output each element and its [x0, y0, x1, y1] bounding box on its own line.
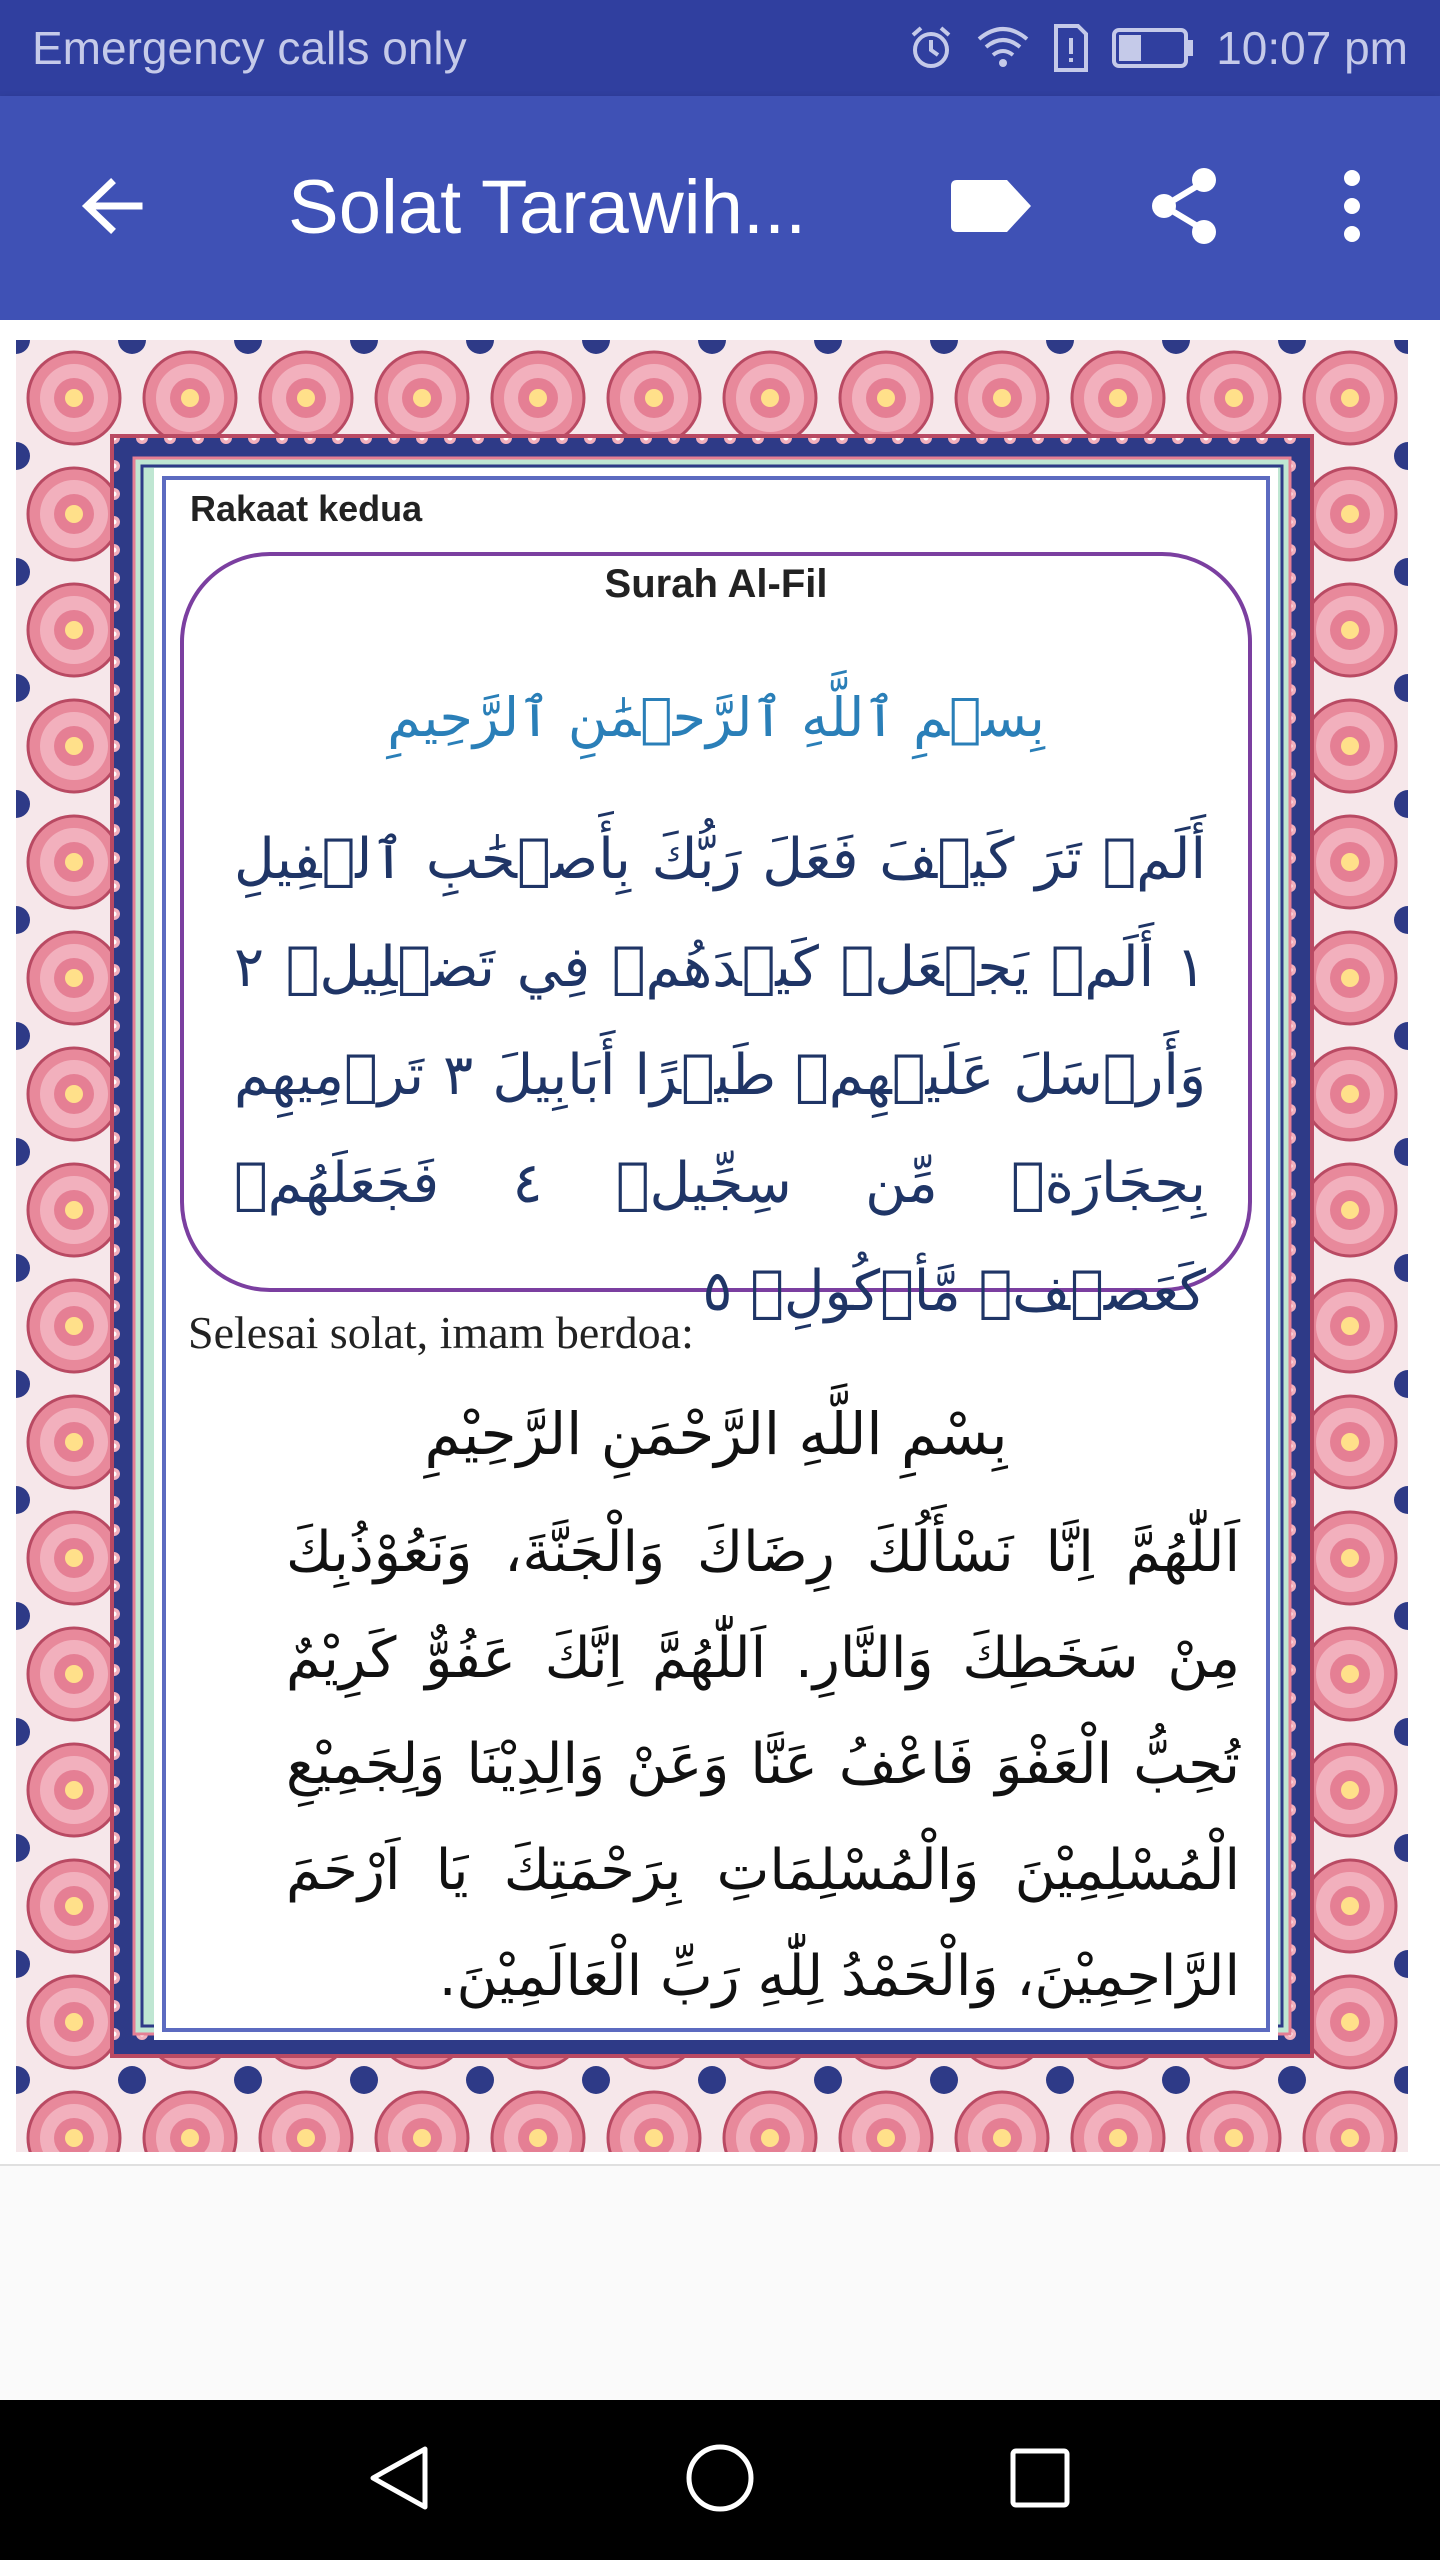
nav-back-button[interactable] [300, 2400, 500, 2560]
battery-icon [1112, 28, 1194, 68]
nav-home-icon [684, 2442, 756, 2518]
more-options-button[interactable] [1272, 96, 1432, 320]
arrow-back-icon [77, 171, 147, 245]
app-bar [0, 96, 1440, 320]
surah-box [180, 552, 1252, 1324]
rakaat-label: Rakaat kedua [190, 488, 423, 529]
carrier-text: Emergency calls only [32, 22, 467, 74]
nav-back-icon [365, 2443, 435, 2517]
sim-alert-icon [1052, 24, 1090, 72]
wifi-icon [976, 25, 1030, 71]
more-vert-icon [1340, 168, 1364, 248]
status-icons [908, 21, 1408, 75]
app-title: Solat Tarawih... [288, 165, 807, 250]
back-button[interactable] [32, 96, 192, 320]
nav-recents-icon [1009, 2447, 1071, 2513]
page-image-area[interactable] [0, 320, 1440, 2166]
alarm-icon [908, 25, 954, 71]
status-bar [0, 0, 1440, 96]
label-icon [949, 176, 1035, 240]
share-button[interactable] [1104, 96, 1264, 320]
label-button[interactable] [912, 96, 1072, 320]
surah-title: Surah Al-Fil [604, 562, 828, 606]
doa-basmala: بِسْمِ اللَّهِ الرَّحْمَنِ الرَّحِيْمِ [424, 1400, 1008, 1468]
doa-text: اَللّٰهُمَّ اِنَّا نَسْأَلُكَ رِضَاكَ وَالْجَنَّةَ، وَنَعُوْذُبِكَ مِنْ سَخَطِكَ وَالنَّارِ. اَللّٰهُمَّ اِنَّكَ عَفُوٌّ كَرِيْمٌ تُحِبُّ الْعَفْوَ فَاعْفُ عَنَّا وَعَنْ وَالِدِيْنَا وَلِجَمِيْعِ الْمُسْلِمِيْنَ وَالْمُسْلِمَاتِ بِرَحْمَتِكَ يَا اَرْحَمَ الرَّاحِمِيْنَ، وَالْحَمْدُ لِلّٰهِ رَبِّ الْعَالَمِيْنَ. [286, 1520, 1240, 2009]
nav-recents-button[interactable] [940, 2400, 1140, 2560]
share-icon [1144, 166, 1224, 250]
surah-verses: أَلَمۡ تَرَ كَيۡفَ فَعَلَ رَبُّكَ بِأَصۡحَٰبِ ٱلۡفِيلِ ١ أَلَمۡ يَجۡعَلۡ كَيۡدَهُمۡ فِي تَضۡلِيلٖ ٢ وَأَرۡسَلَ عَلَيۡهِمۡ طَيۡرًا أَبَابِيلَ ٣ تَرۡمِيهِم بِحِجَارَةٖ مِّن سِجِّيلٖ ٤ فَجَعَلَهُمۡ كَعَصۡفٖ مَّأۡكُولِۭ ٥ [234, 827, 1206, 1324]
navigation-bar [0, 2400, 1440, 2560]
surah-basmala: بِسۡمِ ٱللَّهِ ٱلرَّحۡمَٰنِ ٱلرَّحِيمِ [387, 686, 1045, 749]
text-page [162, 476, 1270, 2032]
clock-text: 10:07 pm [1216, 22, 1408, 74]
doa-intro: Selesai solat, imam berdoa: [188, 1307, 694, 1358]
nav-home-button[interactable] [620, 2400, 820, 2560]
ornamental-frame [16, 340, 1408, 2152]
